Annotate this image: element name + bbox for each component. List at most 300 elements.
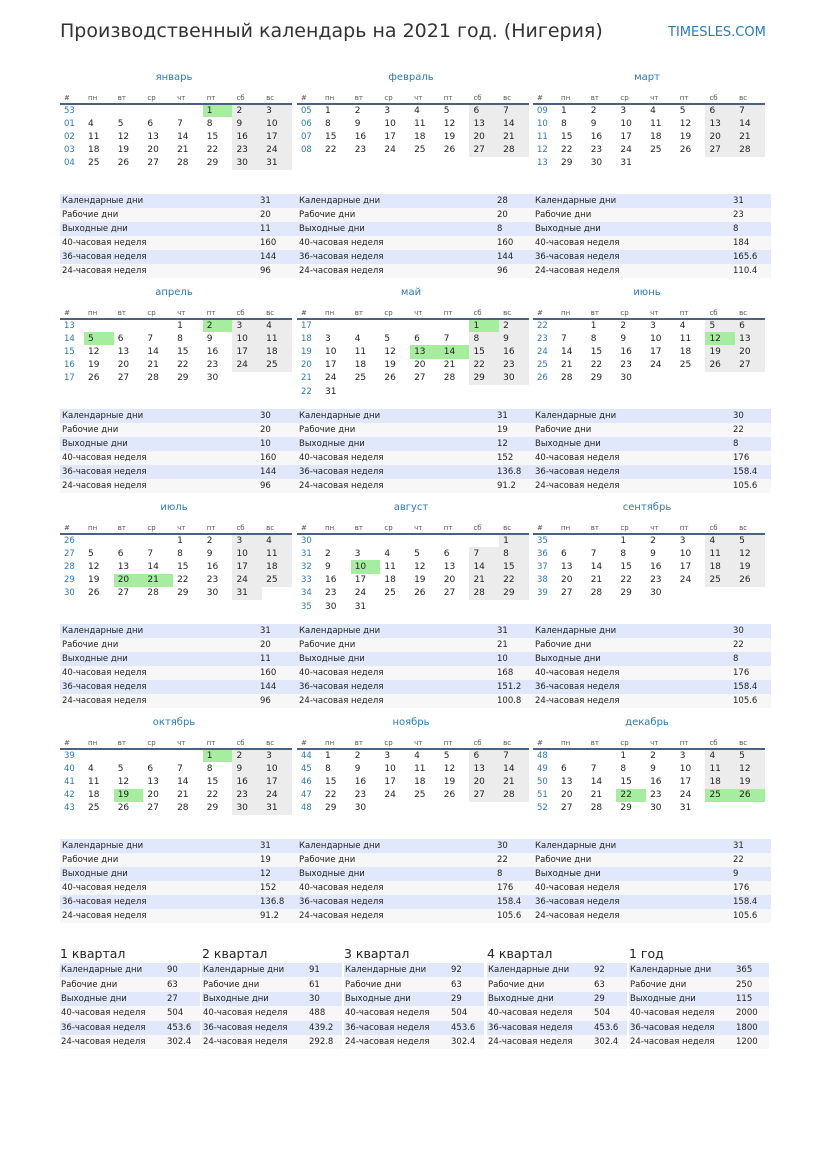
day-cell: 16 xyxy=(206,561,219,572)
weekday-header: вс xyxy=(262,737,292,749)
day-cell: 10 xyxy=(262,117,292,130)
day-cell: 19 xyxy=(735,560,765,573)
day-cell: 20 xyxy=(414,360,426,371)
stat-value: 105.6 xyxy=(495,909,535,923)
weekday-header-row xyxy=(533,522,765,534)
weekday-header: чт xyxy=(173,307,203,319)
day-cell: 25 xyxy=(414,790,426,801)
day-cell: 28 xyxy=(499,789,529,802)
week-row xyxy=(533,372,765,385)
stat-value: 158.4 xyxy=(731,680,771,694)
weekday-header: сб xyxy=(232,522,262,534)
day-cell: 15 xyxy=(590,346,603,357)
week-row xyxy=(60,574,292,587)
day-cell: 16 xyxy=(499,345,529,358)
week-row xyxy=(297,534,529,547)
stat-label: Выходные дни xyxy=(533,867,731,881)
day-cell: 6 xyxy=(117,548,124,559)
day-cell: 11 xyxy=(679,333,692,344)
stat-value: 61 xyxy=(308,977,342,991)
day-cell: 3 xyxy=(384,751,391,762)
day-cell: 4 xyxy=(384,548,391,559)
day-cell: 24 xyxy=(620,145,632,156)
day-cell: 10 xyxy=(384,118,396,129)
stat-value: 151.2 xyxy=(495,680,535,694)
stat-value: 22 xyxy=(731,638,771,652)
weekday-header: ср xyxy=(616,307,646,319)
stat-value: 22 xyxy=(731,423,771,437)
day-cell: 12 xyxy=(117,131,130,142)
stat-value: 63 xyxy=(450,977,484,991)
day-cell: 4 xyxy=(354,333,361,344)
day-cell: 15 xyxy=(499,560,529,573)
stat-row xyxy=(487,963,627,977)
weekday-header: сб xyxy=(232,92,262,104)
stat-row xyxy=(297,222,535,236)
stat-label: 24-часовая неделя xyxy=(344,1035,450,1049)
stat-label: 36-часовая неделя xyxy=(533,465,731,479)
day-cell: 9 xyxy=(620,333,627,344)
day-cell xyxy=(469,600,499,613)
week-number: 09 xyxy=(537,106,548,117)
stat-label: Выходные дни xyxy=(297,222,495,236)
week-number: 18 xyxy=(301,333,312,344)
day-cell xyxy=(499,385,529,398)
day-cell: 19 xyxy=(88,575,100,586)
stat-row xyxy=(60,638,298,652)
day-cell: 5 xyxy=(414,548,420,559)
day-cell: 4 xyxy=(650,106,656,117)
stat-label: 24-часовая неделя xyxy=(60,909,258,923)
day-cell: 29 xyxy=(561,158,573,169)
stat-row xyxy=(533,638,771,652)
stat-row xyxy=(60,1006,200,1020)
day-cell: 31 xyxy=(325,386,337,397)
day-cell: 28 xyxy=(469,587,499,600)
day-cell: 23 xyxy=(232,789,262,802)
day-cell: 12 xyxy=(414,561,426,572)
day-cell xyxy=(351,319,381,332)
day-cell xyxy=(143,534,173,547)
weekday-header: вс xyxy=(499,522,529,534)
weekday-header: сб xyxy=(469,737,499,749)
stat-value: 11 xyxy=(258,222,298,236)
weekday-header: # xyxy=(533,92,557,104)
day-cell: 3 xyxy=(650,321,656,332)
week-number: 35 xyxy=(301,601,312,612)
stat-label: Календарные дни xyxy=(297,839,495,853)
stat-value: 21 xyxy=(495,638,535,652)
day-cell: 27 xyxy=(705,144,735,157)
stat-label: 24-часовая неделя xyxy=(202,1035,308,1049)
weekday-header: ср xyxy=(380,307,410,319)
day-cell: 4 xyxy=(705,534,735,547)
stat-value: 22 xyxy=(731,853,771,867)
day-cell: 21 xyxy=(735,130,765,143)
day-cell: 18 xyxy=(650,131,662,142)
week-number: 34 xyxy=(301,588,312,599)
week-number: 45 xyxy=(301,763,312,774)
site-brand-link[interactable]: TIMESLES.COM xyxy=(668,25,766,40)
stat-row xyxy=(487,992,627,1006)
weekday-header: пн xyxy=(321,522,351,534)
week-number: 17 xyxy=(64,373,75,384)
day-cell: 17 xyxy=(325,360,337,371)
day-cell: 25 xyxy=(88,803,100,814)
stat-row xyxy=(297,881,535,895)
weekday-header: пт xyxy=(676,522,706,534)
week-number: 51 xyxy=(537,790,548,801)
day-cell: 18 xyxy=(679,346,692,357)
day-cell: 19 xyxy=(679,131,692,142)
weekday-header: # xyxy=(297,737,321,749)
day-cell: 22 xyxy=(206,790,219,801)
day-cell: 19 xyxy=(88,360,100,371)
day-cell: 12 xyxy=(88,561,100,572)
day-cell: 25 xyxy=(262,359,292,372)
day-cell: 21 xyxy=(590,790,603,801)
stat-row xyxy=(629,963,769,977)
stat-row xyxy=(202,977,342,991)
stat-label: Рабочие дни xyxy=(629,977,735,991)
weekday-header: пт xyxy=(203,307,233,319)
day-cell: 3 xyxy=(354,548,361,559)
week-row xyxy=(297,802,529,815)
day-cell: 23 xyxy=(354,145,367,156)
day-cell: 18 xyxy=(88,790,100,801)
stat-value: 100.8 xyxy=(495,694,535,708)
week-row xyxy=(533,574,765,587)
weekday-header: ср xyxy=(143,737,173,749)
stat-value: 12 xyxy=(258,867,298,881)
weekday-header: # xyxy=(533,307,557,319)
stat-value: 302.4 xyxy=(166,1035,200,1049)
day-cell: 20 xyxy=(561,790,573,801)
quarter-title: 3 квартал xyxy=(344,946,410,961)
stat-row xyxy=(533,236,771,250)
weekday-header: вт xyxy=(587,92,617,104)
week-number: 50 xyxy=(537,776,548,787)
day-cell: 29 xyxy=(620,588,632,599)
stat-label: 36-часовая неделя xyxy=(533,250,731,264)
day-cell: 27 xyxy=(561,588,573,599)
day-cell: 27 xyxy=(117,373,130,384)
day-cell: 24 xyxy=(325,373,337,384)
stat-label: Календарные дни xyxy=(533,194,731,208)
day-cell xyxy=(84,534,114,547)
stat-row xyxy=(629,1021,769,1035)
weekday-header: пт xyxy=(676,92,706,104)
week-number: 24 xyxy=(537,346,548,357)
quarter-stats xyxy=(202,963,342,1049)
week-number: 01 xyxy=(64,118,75,129)
stat-label: 36-часовая неделя xyxy=(533,895,731,909)
day-cell: 8 xyxy=(206,118,213,129)
stat-value: 31 xyxy=(258,624,298,638)
week-row xyxy=(533,789,765,802)
week-number: 46 xyxy=(301,776,312,787)
weekday-header: чт xyxy=(173,522,203,534)
day-cell: 17 xyxy=(384,776,396,787)
month-name: август xyxy=(393,502,429,513)
weekday-header: # xyxy=(60,307,84,319)
weekday-header: чт xyxy=(173,737,203,749)
day-cell: 25 xyxy=(88,158,100,169)
stat-row xyxy=(533,680,771,694)
stat-label: 24-часовая неделя xyxy=(487,1035,593,1049)
day-cell xyxy=(380,534,410,547)
stat-label: 40-часовая неделя xyxy=(60,236,258,250)
month-stats xyxy=(533,624,771,708)
weekday-header: # xyxy=(533,522,557,534)
day-cell: 29 xyxy=(325,803,337,814)
day-cell: 4 xyxy=(88,118,94,129)
day-cell: 15 xyxy=(177,561,189,572)
week-number: 49 xyxy=(537,763,548,774)
day-cell: 6 xyxy=(414,333,420,344)
weekday-header: ср xyxy=(616,737,646,749)
day-cell: 30 xyxy=(206,373,219,384)
week-number: 03 xyxy=(64,145,75,156)
stat-label: 24-часовая неделя xyxy=(533,909,731,923)
stat-row xyxy=(60,451,298,465)
day-cell: 7 xyxy=(735,104,765,117)
day-cell: 26 xyxy=(88,588,100,599)
weekday-header-row xyxy=(297,522,529,534)
weekday-header: вс xyxy=(262,92,292,104)
day-cell: 16 xyxy=(650,561,662,572)
week-number: 47 xyxy=(301,790,312,801)
day-cell: 2 xyxy=(232,104,262,117)
stat-row xyxy=(533,437,771,451)
stat-value: 160 xyxy=(495,236,535,250)
day-cell: 31 xyxy=(620,158,632,169)
day-cell: 12 xyxy=(384,346,396,357)
week-number: 32 xyxy=(301,561,312,572)
day-cell: 11 xyxy=(705,547,735,560)
stat-label: Рабочие дни xyxy=(297,638,495,652)
day-cell xyxy=(410,600,440,613)
stat-row xyxy=(533,264,771,278)
day-cell xyxy=(410,802,440,815)
stat-value: 105.6 xyxy=(731,479,771,493)
day-cell: 29 xyxy=(590,373,603,384)
stat-value: 10 xyxy=(495,652,535,666)
weekday-header: чт xyxy=(410,737,440,749)
stat-value: 144 xyxy=(495,250,535,264)
week-row xyxy=(297,144,529,157)
week-row xyxy=(533,130,765,143)
month-stats xyxy=(533,839,771,923)
stat-row xyxy=(533,423,771,437)
day-cell: 15 xyxy=(325,776,337,787)
day-cell: 30 xyxy=(590,158,603,169)
day-cell: 12 xyxy=(443,763,456,774)
day-cell: 17 xyxy=(384,131,396,142)
day-cell xyxy=(557,319,587,332)
stat-row xyxy=(344,977,484,991)
day-cell: 26 xyxy=(443,145,456,156)
day-cell: 28 xyxy=(177,803,189,814)
stat-value: 30 xyxy=(308,992,342,1006)
month-stats xyxy=(533,409,771,493)
stat-row xyxy=(533,666,771,680)
day-cell: 6 xyxy=(443,548,450,559)
day-cell: 5 xyxy=(705,319,735,332)
stat-row xyxy=(60,694,298,708)
day-cell xyxy=(676,372,706,385)
day-cell: 22 xyxy=(620,575,632,586)
day-cell: 16 xyxy=(325,575,337,586)
stat-label: Выходные дни xyxy=(297,652,495,666)
week-row xyxy=(533,547,765,560)
day-cell xyxy=(705,802,735,815)
week-number: 11 xyxy=(537,131,548,142)
stat-row xyxy=(533,895,771,909)
week-row xyxy=(533,359,765,372)
day-cell: 3 xyxy=(325,333,331,344)
stat-label: Календарные дни xyxy=(297,409,495,423)
stat-row xyxy=(60,437,298,451)
day-cell: 5 xyxy=(88,548,94,559)
week-row xyxy=(297,104,529,117)
day-cell: 19 xyxy=(443,131,456,142)
weekday-header: вт xyxy=(587,737,617,749)
day-cell xyxy=(351,385,381,398)
weekday-header-row xyxy=(60,92,292,104)
stat-value: 19 xyxy=(495,423,535,437)
day-cell: 15 xyxy=(620,561,632,572)
day-cell: 10 xyxy=(232,547,262,560)
day-cell: 20 xyxy=(469,130,499,143)
day-cell: 6 xyxy=(561,763,567,774)
day-cell: 4 xyxy=(705,749,735,762)
day-cell xyxy=(440,385,470,398)
day-cell xyxy=(705,372,735,385)
day-cell: 1 xyxy=(469,319,499,332)
week-row xyxy=(297,319,529,332)
stat-row xyxy=(533,652,771,666)
week-number: 04 xyxy=(64,158,75,169)
day-cell: 27 xyxy=(443,588,456,599)
day-cell: 25 xyxy=(384,588,396,599)
stat-row xyxy=(629,1035,769,1049)
weekday-header: сб xyxy=(705,307,735,319)
day-cell: 25 xyxy=(705,789,735,802)
weekday-header: # xyxy=(60,737,84,749)
stat-value: 30 xyxy=(258,409,298,423)
day-cell: 20 xyxy=(443,575,456,586)
weekday-header: вс xyxy=(735,307,765,319)
quarter-block xyxy=(344,945,484,1049)
day-cell: 6 xyxy=(469,104,499,117)
week-number: 29 xyxy=(64,575,75,586)
stat-label: Рабочие дни xyxy=(344,977,450,991)
day-cell xyxy=(587,749,617,762)
week-row xyxy=(60,332,292,345)
stat-row xyxy=(629,1006,769,1020)
stat-label: Календарные дни xyxy=(533,839,731,853)
stat-label: Выходные дни xyxy=(60,992,166,1006)
day-cell: 18 xyxy=(705,560,735,573)
stat-label: Рабочие дни xyxy=(533,423,731,437)
weekday-header: вс xyxy=(499,92,529,104)
day-cell: 17 xyxy=(232,345,262,358)
day-cell: 6 xyxy=(117,333,124,344)
week-number: 48 xyxy=(301,803,312,814)
day-cell xyxy=(351,534,381,547)
day-cell: 1 xyxy=(325,751,331,762)
day-cell: 1 xyxy=(590,321,597,332)
stat-value: 96 xyxy=(258,479,298,493)
day-cell xyxy=(380,385,410,398)
day-cell: 17 xyxy=(262,130,292,143)
weekday-header: пн xyxy=(84,92,114,104)
week-number: 42 xyxy=(64,790,75,801)
quarter-stats xyxy=(629,963,769,1049)
day-cell: 30 xyxy=(206,588,219,599)
day-cell: 5 xyxy=(117,763,124,774)
weekday-header-row xyxy=(297,307,529,319)
week-row xyxy=(60,104,292,117)
day-cell: 5 xyxy=(443,106,450,117)
stat-value: 91.2 xyxy=(495,479,535,493)
week-row xyxy=(533,144,765,157)
day-cell: 21 xyxy=(590,575,603,586)
day-cell: 22 xyxy=(616,789,646,802)
weekday-header: сб xyxy=(469,92,499,104)
day-cell xyxy=(557,534,587,547)
stat-label: Выходные дни xyxy=(344,992,450,1006)
day-cell: 1 xyxy=(499,534,529,547)
day-cell: 4 xyxy=(679,321,686,332)
week-row xyxy=(533,157,765,170)
month-calendar xyxy=(60,92,292,170)
stat-value: 302.4 xyxy=(593,1035,627,1049)
day-cell xyxy=(114,319,144,332)
week-number: 15 xyxy=(64,346,75,357)
week-number: 38 xyxy=(537,575,548,586)
stat-row xyxy=(297,624,535,638)
stat-value: 453.6 xyxy=(593,1021,627,1035)
week-row xyxy=(60,560,292,573)
month-name: ноябрь xyxy=(392,717,430,728)
stat-value: 152 xyxy=(258,881,298,895)
day-cell: 7 xyxy=(561,333,567,344)
weekday-header: пт xyxy=(440,307,470,319)
stat-label: Календарные дни xyxy=(533,409,731,423)
day-cell: 7 xyxy=(590,548,597,559)
day-cell: 14 xyxy=(177,776,189,787)
day-cell: 12 xyxy=(88,346,100,357)
day-cell: 27 xyxy=(469,144,499,157)
weekday-header: пт xyxy=(440,737,470,749)
day-cell: 30 xyxy=(325,601,337,612)
weekday-header: вс xyxy=(735,522,765,534)
month-calendar xyxy=(533,522,765,600)
day-cell: 25 xyxy=(414,145,426,156)
day-cell: 7 xyxy=(469,547,499,560)
day-cell: 23 xyxy=(620,360,632,371)
week-row xyxy=(297,560,529,573)
day-cell: 20 xyxy=(147,790,159,801)
stat-label: Рабочие дни xyxy=(533,208,731,222)
week-number: 23 xyxy=(537,333,548,344)
weekday-header: вт xyxy=(351,522,381,534)
stat-row xyxy=(60,250,298,264)
stat-value: 8 xyxy=(731,222,771,236)
week-row xyxy=(60,802,292,815)
